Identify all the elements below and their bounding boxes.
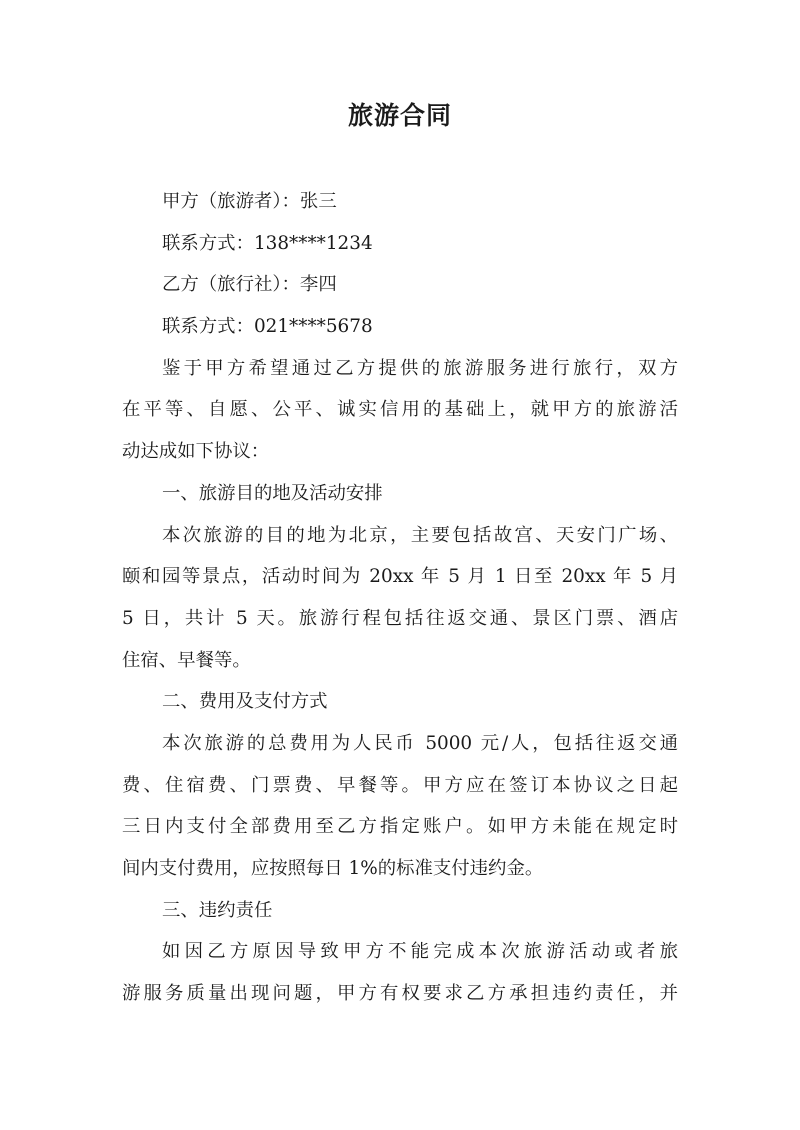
section-heading-1: 一、旅游目的地及活动安排 — [162, 482, 383, 504]
section-1-line-3: 5 日，共计 5 天。旅游行程包括往返交通、景区门票、酒店 — [122, 607, 678, 629]
section-2-line-3: 三日内支付全部费用至乙方指定账户。如甲方未能在规定时 — [122, 816, 678, 838]
party-b-contact-line: 联系方式：021****5678 — [162, 316, 373, 338]
section-heading-3: 三、违约责任 — [162, 899, 273, 921]
party-a-contact-line: 联系方式：138****1234 — [162, 232, 373, 254]
section-3-line-2: 游服务质量出现问题，甲方有权要求乙方承担违约责任，并 — [122, 983, 678, 1005]
section-heading-2: 二、费用及支付方式 — [162, 691, 328, 713]
section-2-line-4: 间内支付费用，应按照每日 1%的标准支付违约金。 — [122, 858, 544, 879]
party-b-line: 乙方（旅行社）：李四 — [162, 274, 337, 296]
section-1-line-4: 住宿、早餐等。 — [122, 649, 251, 671]
party-a-line: 甲方（旅游者）：张三 — [162, 191, 337, 212]
section-2-line-1: 本次旅游的总费用为人民币 5000 元/人，包括往返交通 — [162, 732, 678, 754]
preamble-line-2: 在平等、自愿、公平、诚实信用的基础上，就甲方的旅游活 — [122, 399, 678, 421]
section-1-line-2: 颐和园等景点，活动时间为 20xx 年 5 月 1 日至 20xx 年 5 月 — [122, 566, 678, 588]
preamble-line-1: 鉴于甲方希望通过乙方提供的旅游服务进行旅行，双方 — [162, 357, 678, 379]
document-body — [122, 181, 678, 1015]
section-3-line-1: 如因乙方原因导致甲方不能完成本次旅游活动或者旅 — [162, 941, 678, 963]
section-2-line-2: 费、住宿费、门票费、早餐等。甲方应在签订本协议之日起 — [122, 774, 678, 796]
document-title: 旅游合同 — [347, 101, 452, 130]
section-1-line-1: 本次旅游的目的地为北京，主要包括故宫、天安门广场、 — [162, 524, 678, 546]
preamble-line-3: 动达成如下协议： — [122, 441, 270, 463]
